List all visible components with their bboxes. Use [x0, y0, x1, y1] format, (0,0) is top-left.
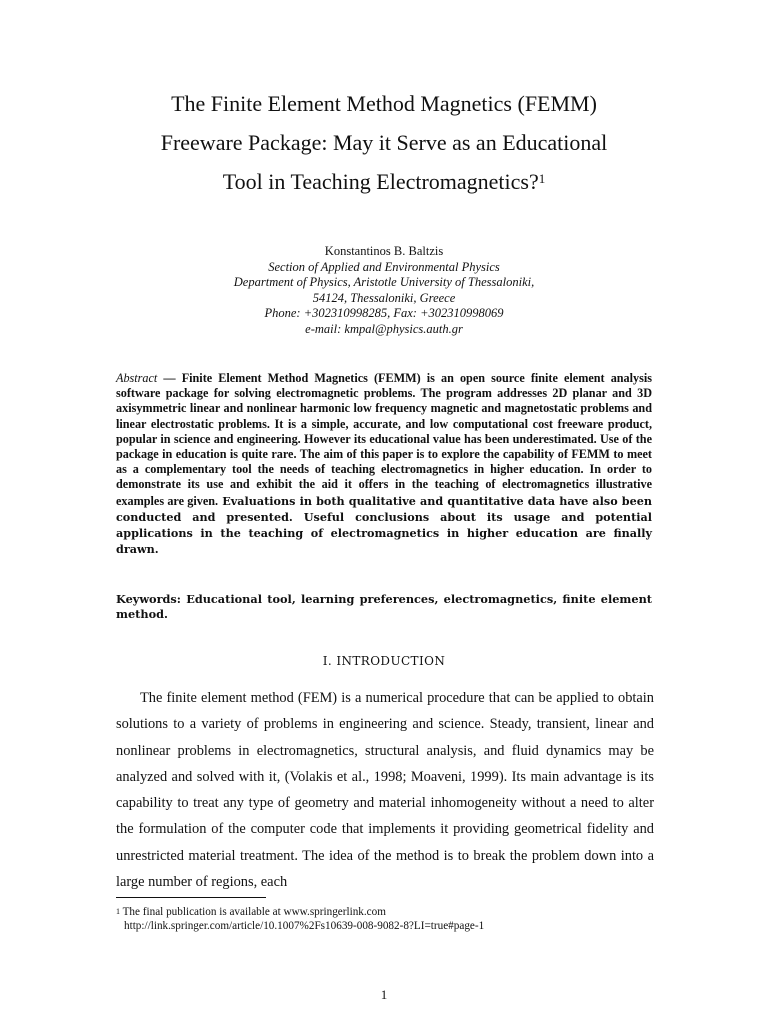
title-line-1: The Finite Element Method Magnetics (FEMM) [171, 91, 597, 116]
author-department: Department of Physics, Aristotle University of Thessaloniki, [233, 275, 535, 289]
abstract [116, 371, 652, 557]
title-line-3-text: Tool in Teaching Electromagnetics? [222, 169, 539, 194]
keywords: Keywords: Educational tool, learning preferences, electromagnetics, finite element method. [116, 592, 652, 622]
footnote-mark: 1 [116, 907, 120, 916]
author-phone: Phone: +302310998285, Fax: +302310998069 [264, 306, 504, 320]
abstract-text: Finite Element Method Magnetics (FEMM) is an open source finite element analysis software package for solving electromagnetic problems. The program addresses 2D planar and 3D axisymmetric linear and nonlinear harmonic low frequency magnetic and magnetostatic problems and linear electrostatic problems. It is a simple, accurate, and low computational cost freeware product, popular in science and engineering. However its educational value has been underestimated. Use of the package in education is quite rare. The aim of this paper is to explore the capability of FEMM to meet as a complementary tool the needs of teaching electromagnetics in higher education. In order to demonstrate its use and exhibit the aid it offers in the teaching of electromagnetics illustrative examples are given. [116, 371, 653, 508]
author-name: Konstantinos B. Baltzis [324, 244, 444, 258]
title-footnote-mark: 1 [538, 171, 546, 186]
author-block [120, 244, 648, 337]
title-line-3 [80, 162, 688, 201]
footnote-divider [116, 897, 266, 898]
footnote [116, 905, 656, 933]
introduction-paragraph: The finite element method (FEM) is a numerical procedure that can be applied to obtain solutions to a variety of problems in engineering and science. Steady, transient, linear and nonlinear problems in electromagnetics, structural analysis, and fluid dynamics may be analyzed and solved with it, (Volakis et al., 1998; Moaveni, 1999). Its main advantage is its capability to treat any type of geometry and material inhomogeneity without a need to alter the formulation of the computer code that implements it providing geometrical fidelity and unrestricted material treatment. The idea of the method is to break the problem down into a large number of regions, each [116, 690, 654, 891]
section-heading-introduction: I. INTRODUCTION [322, 654, 446, 668]
abstract-dash: — [157, 371, 182, 385]
page-number: 1 [380, 987, 388, 1002]
footnote-text: The final publication is available at www.springerlink.com [120, 906, 386, 918]
abstract-label: Abstract [116, 371, 158, 385]
author-address: 54124, Thessaloniki, Greece [312, 290, 456, 305]
author-section: Section of Applied and Environmental Physics [268, 259, 500, 274]
title-line-2: Freeware Package: May it Serve as an Educational [160, 130, 608, 155]
author-email: e-mail: kmpal@physics.auth.gr [305, 321, 463, 336]
footnote-url[interactable]: http://link.springer.com/article/10.1007%2Fs10639-008-9082-8?LI=true#page-1 [124, 920, 485, 932]
paper-title [80, 84, 688, 201]
abstract-text-tail: Evaluations in both qualitative and quantitative data have also been conducted and presented. Useful conclusions about its usage and potential applications in the teaching of electromagnetics in higher education are finally drawn. [116, 493, 652, 557]
